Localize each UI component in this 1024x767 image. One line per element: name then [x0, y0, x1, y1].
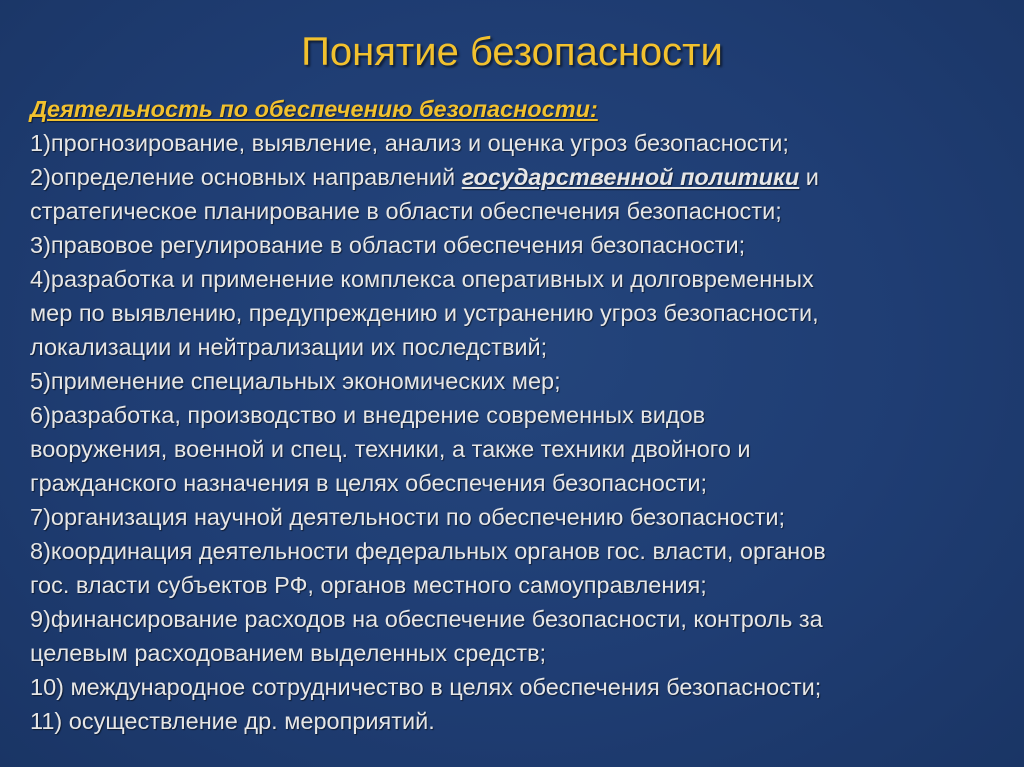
list-item-8: 8)координация деятельности федеральных органов гос. власти, органов — [30, 538, 826, 564]
state-policy-emphasis: государственной политики — [461, 164, 800, 190]
list-item-2 — [30, 160, 1005, 194]
list-item-5: 5)применение специальных экономических мер; — [30, 368, 561, 394]
list-item-6: 6)разработка, производство и внедрение современных видов — [30, 402, 706, 428]
list-item-4-continued: мер по выявлению, предупреждению и устранению угроз безопасности, — [30, 300, 819, 326]
list-item-7: 7)организация научной деятельности по обеспечению безопасности; — [30, 504, 785, 530]
list-item-4-continued-2: локализации и нейтрализации их последствий; — [30, 334, 548, 360]
list-item-6-continued: вооружения, военной и спец. техники, а также техники двойного и — [30, 436, 751, 462]
section-heading: Деятельность по обеспечению безопасности: — [30, 96, 598, 122]
list-item-9: 9)финансирование расходов на обеспечение безопасности, контроль за — [30, 606, 823, 632]
list-item-11: 11) осуществление др. мероприятий. — [30, 708, 435, 734]
list-item-8-continued: гос. власти субъектов РФ, органов местного самоуправления; — [30, 572, 707, 598]
list-item-1: 1)прогнозирование, выявление, анализ и оценка угроз безопасности; — [30, 130, 789, 156]
list-item-2-tail: и — [799, 164, 819, 190]
list-item-10: 10) международное сотрудничество в целях обеспечения безопасности; — [30, 674, 822, 700]
slide-content — [30, 92, 1005, 738]
list-item-9-continued: целевым расходованием выделенных средств; — [30, 640, 547, 666]
list-item-4: 4)разработка и применение комплекса оперативных и долговременных — [30, 266, 814, 292]
list-item-3: 3)правовое регулирование в области обеспечения безопасности; — [30, 232, 746, 258]
list-item-6-continued-2: гражданского назначения в целях обеспечения безопасности; — [30, 470, 708, 496]
slide-title: Понятие безопасности — [301, 30, 723, 74]
list-item-2-continued: стратегическое планирование в области обеспечения безопасности; — [30, 198, 782, 224]
list-item-2-text: 2)определение основных направлений — [30, 164, 462, 190]
